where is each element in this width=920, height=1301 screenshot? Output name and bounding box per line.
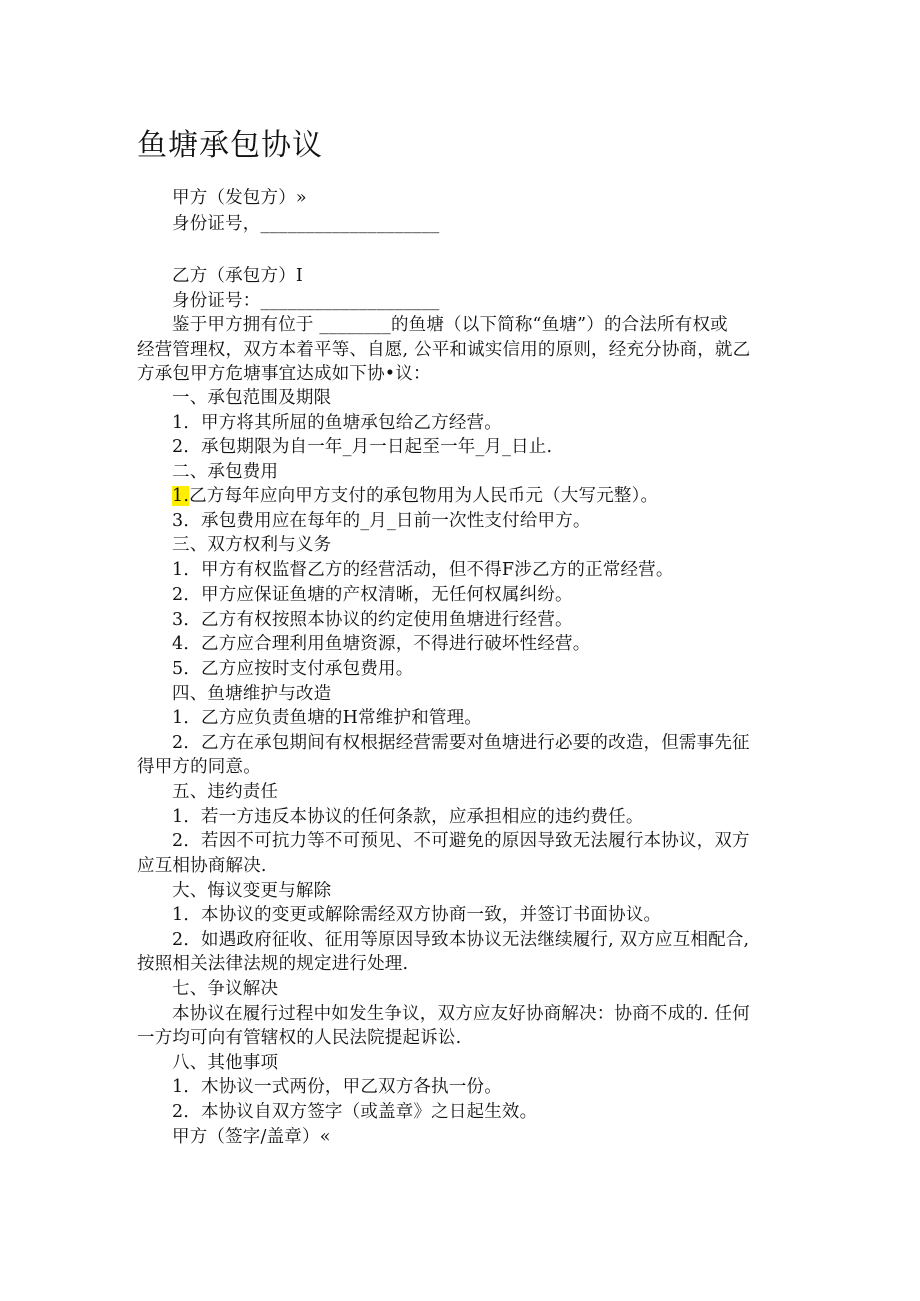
clause-2-1-text: 乙方每年应向甲方支付的承包物用为人民币元（大写元整）。 xyxy=(189,486,659,506)
clause-1-2: 2．承包期限为自一年_月一日起至一年_月_日止. xyxy=(172,437,553,457)
section-7-line-1: 本协议在履行过程中如发生争议，双方应友好协商解决：协商不成的. 任何 xyxy=(172,1004,750,1024)
clause-3-3: 3．乙方有权按照本协议的约定使用鱼塘进行经营。 xyxy=(172,610,573,630)
clause-8-1: 1．木协议一式两份，甲乙双方各执一份。 xyxy=(172,1077,502,1097)
section-6-heading: 大、悔议变更与解除 xyxy=(172,881,332,901)
clause-4-1: 1．乙方应负责鱼塘的H常维护和管理。 xyxy=(172,708,482,728)
clause-4-2-line-2: 得甲方的同意。 xyxy=(137,757,261,777)
clause-4-2-line-1: 2．乙方在承包期间有权根据经营需要对鱼塘进行必要的改造，但需事先征 xyxy=(172,733,750,753)
section-7-heading: 七、争议解决 xyxy=(172,979,279,999)
section-2-heading: 二、承包费用 xyxy=(172,462,279,482)
clause-2-3: 3．承包费用应在每年的_月_日前一次性支付给甲方。 xyxy=(172,511,591,531)
section-4-heading: 四、鱼塘维护与改造 xyxy=(172,684,332,704)
preamble-line-2: 经营管理权，双方本着平等、自愿, 公平和诚实信用的原则，经充分协商，就乙 xyxy=(137,340,751,360)
highlight-marker: 1. xyxy=(172,486,190,506)
clause-6-1: 1．本协议的变更或解除需经双方协商一致，并签订书面协议。 xyxy=(172,905,662,925)
clause-2-1 xyxy=(172,484,658,508)
section-8-heading: 八、其他事项 xyxy=(172,1053,279,1073)
clause-5-1: 1．若一方违反本协议的任何条款，应承担相应的违约费任。 xyxy=(172,807,644,827)
clause-5-2-line-2: 应互相协商解决. xyxy=(137,856,267,876)
clause-3-5: 5．乙方应按时支付承包费用。 xyxy=(172,659,414,679)
clause-3-2: 2．甲方应保证鱼塘的产权清晰，无任何权属纠纷。 xyxy=(172,585,573,605)
clause-8-2: 2．本协议自双方签字（或盖章》之日起生效。 xyxy=(172,1102,538,1122)
clause-3-1: 1．甲方有权监督乙方的经营活动，但不得F涉乙方的正常经营。 xyxy=(172,560,674,580)
party-a-label: 甲方（发包方）» xyxy=(172,188,307,208)
party-a-signature: 甲方（签字/盖章）« xyxy=(172,1127,331,1147)
section-7-line-2: 一方均可向有管辖权的人民法院提起诉讼. xyxy=(137,1028,462,1048)
preamble-line-1: 鉴于甲方拥有位于 ________的鱼塘（以下简称“鱼塘”）的合法所有权或 xyxy=(172,315,728,335)
clause-3-4: 4．乙方应合理利用鱼塘资源，不得进行破坏性经营。 xyxy=(172,634,591,654)
clause-6-2-line-1: 2．如遇政府征收、征用等原因导致本协议无法继续履行, 双方应互相配合, xyxy=(172,930,750,950)
section-5-heading: 五、违约责任 xyxy=(172,782,279,802)
preamble-line-3: 方承包甲方危塘事宜达成如下协•议： xyxy=(137,364,431,384)
clause-1-1: 1．甲方将其所屈的鱼塘承包给乙方经营。 xyxy=(172,413,502,433)
party-a-id: 身份证号，____________________ xyxy=(172,214,440,234)
section-3-heading: 三、双方权利与义务 xyxy=(172,535,332,555)
document-title: 鱼塘承包协议 xyxy=(137,128,323,163)
section-1-heading: 一、承包范围及期限 xyxy=(172,388,332,408)
clause-6-2-line-2: 按照相关法律法规的规定进行处理. xyxy=(137,954,409,974)
party-b-label: 乙方（承包方）I xyxy=(172,266,304,286)
clause-5-2-line-1: 2．若因不可抗力等不可预见、不可避免的原因导致无法履行本协议，双方 xyxy=(172,831,750,851)
party-b-id: 身份证号：____________________ xyxy=(172,291,440,311)
